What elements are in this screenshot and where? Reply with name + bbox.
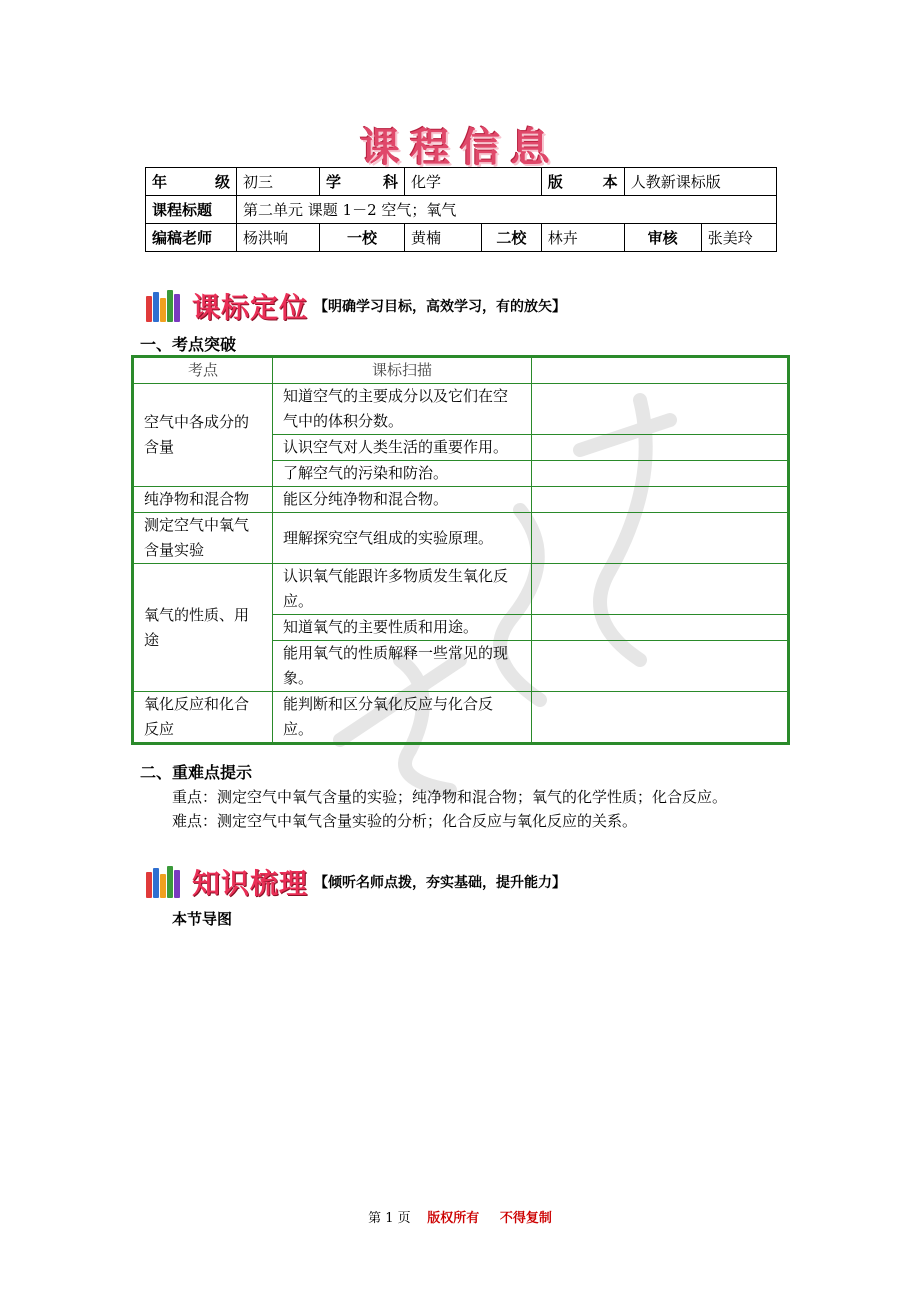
kp-item: 知道氧气的主要性质和用途。	[273, 615, 532, 641]
kp-blank	[532, 564, 789, 615]
school1-label: 一校	[320, 224, 405, 252]
section-name: 课标定位	[192, 291, 309, 324]
subject-value: 化学	[405, 168, 542, 196]
school1-value: 黄楠	[405, 224, 482, 252]
kp-item: 了解空气的污染和防治。	[273, 461, 532, 487]
section-header-knowledge	[146, 862, 566, 902]
section-name: 知识梳理	[192, 867, 309, 900]
key-points-text: 重点：测定空气中氧气含量的实验；纯净物和混合物；氧气的化学性质；化合反应。	[172, 788, 728, 806]
page-number: 第 1 页	[368, 1211, 411, 1226]
course-info-table	[145, 167, 777, 252]
no-copy-text: 不得复制	[499, 1211, 552, 1226]
editor-value: 杨洪响	[237, 224, 320, 252]
kp-item: 认识空气对人类生活的重要作用。	[273, 435, 532, 461]
books-icon	[146, 290, 186, 322]
kp-item: 能用氧气的性质解释一些常见的现象。	[273, 641, 532, 692]
kp-item: 能判断和区分氧化反应与化合反应。	[273, 692, 532, 744]
section-header-standards	[146, 286, 566, 326]
section-subtitle: 【倾听名师点拨，夯实基础，提升能力】	[314, 875, 567, 891]
heading-key-difficult-points: 二、重难点提示	[140, 763, 253, 782]
kp-blank	[532, 615, 789, 641]
kp-item: 能区分纯净物和混合物。	[273, 487, 532, 513]
kp-header-blank	[532, 357, 789, 384]
kp-blank	[532, 513, 789, 564]
kp-topic: 空气中各成分的含量	[133, 384, 273, 487]
editor-label: 编稿老师	[146, 224, 237, 252]
edition-label: 版 本	[541, 168, 624, 196]
page-footer	[0, 1207, 920, 1226]
kp-blank	[532, 435, 789, 461]
course-title-value: 第二单元 课题 1－2 空气；氧气	[237, 196, 777, 224]
kp-item: 知道空气的主要成分以及它们在空气中的体积分数。	[273, 384, 532, 435]
school2-value: 林卉	[541, 224, 624, 252]
section-map-label: 本节导图	[172, 910, 233, 928]
review-label: 审核	[624, 224, 701, 252]
course-title-label: 课程标题	[146, 196, 237, 224]
grade-label: 年 级	[146, 168, 237, 196]
school2-label: 二校	[482, 224, 542, 252]
kp-topic: 氧化反应和化合反应	[133, 692, 273, 744]
copyright-text: 版权所有	[427, 1211, 480, 1226]
review-value: 张美玲	[701, 224, 776, 252]
difficult-points-text: 难点：测定空气中氧气含量实验的分析；化合反应与氧化反应的关系。	[172, 812, 638, 830]
kp-item: 认识氧气能跟许多物质发生氧化反应。	[273, 564, 532, 615]
key-points-table	[131, 355, 790, 745]
grade-value: 初三	[237, 168, 320, 196]
kp-blank	[532, 461, 789, 487]
kp-item: 理解探究空气组成的实验原理。	[273, 513, 532, 564]
kp-blank	[532, 487, 789, 513]
kp-blank	[532, 641, 789, 692]
kp-topic: 氧气的性质、用途	[133, 564, 273, 692]
kp-blank	[532, 692, 789, 744]
books-icon	[146, 866, 186, 898]
kp-header-topic: 考点	[133, 357, 273, 384]
kp-topic: 测定空气中氧气含量实验	[133, 513, 273, 564]
kp-header-scan: 课标扫描	[273, 357, 532, 384]
heading-key-points-breakthrough: 一、考点突破	[140, 335, 237, 354]
edition-value: 人教新课标版	[624, 168, 776, 196]
page-title: 课程信息	[360, 125, 560, 171]
section-subtitle: 【明确学习目标，高效学习，有的放矢】	[314, 299, 567, 315]
kp-blank	[532, 384, 789, 435]
kp-topic: 纯净物和混合物	[133, 487, 273, 513]
subject-label: 学 科	[320, 168, 405, 196]
